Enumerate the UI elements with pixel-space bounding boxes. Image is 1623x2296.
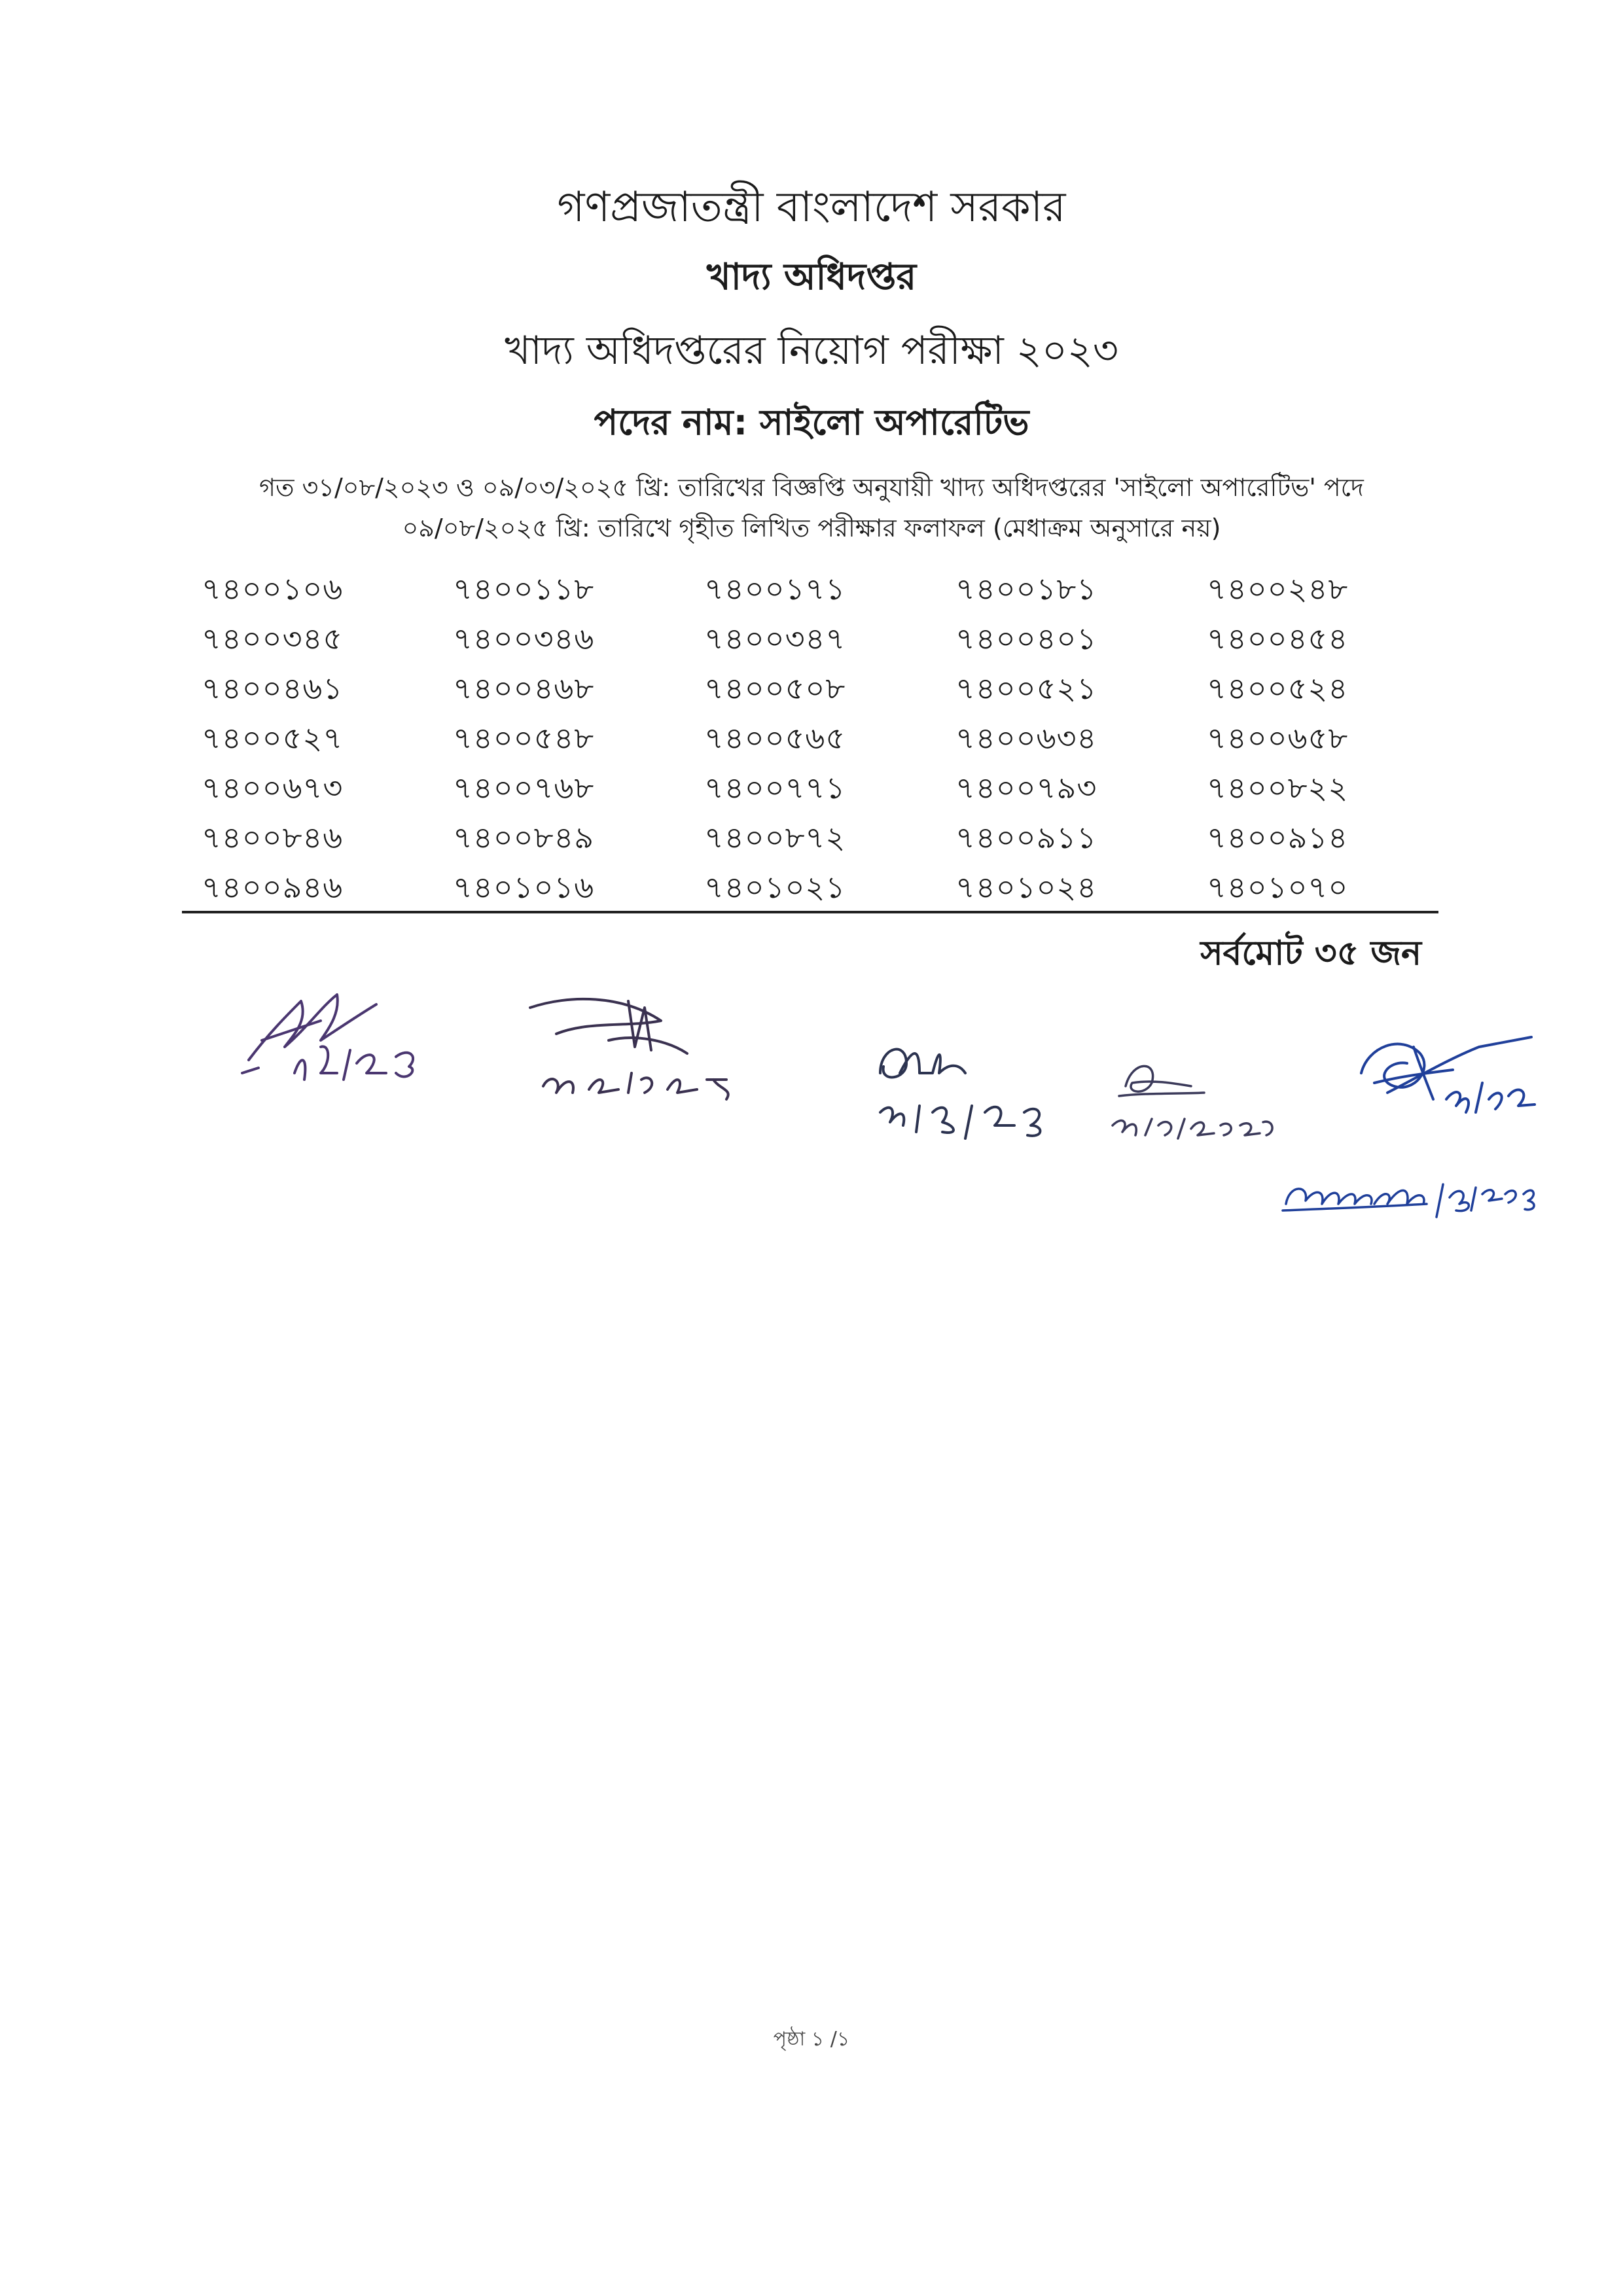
notice-line-2: ০৯/০৮/২০২৫ খ্রি: তারিখে গৃহীত লিখিত পরীক্ষার ফলাফল (মেধাক্রম অনুসারে নয়) — [402, 514, 1221, 542]
post-name: পদের নাম: সাইলো অপারেটিভ — [594, 402, 1029, 443]
roll-number: ৭৪০০৫০৮ — [704, 671, 846, 706]
roll-number: ৭৪০০৩৪৬ — [453, 621, 595, 656]
roll-number: ৭৪০১০২১ — [704, 870, 846, 905]
roll-number: ৭৪০০৪৬৮ — [453, 671, 595, 706]
signature-6 — [1276, 1158, 1551, 1230]
roll-number: ৭৪০০১০৬ — [202, 571, 344, 607]
roll-number: ৭৪০০১১৮ — [453, 571, 595, 607]
roll-number: ৭৪০০৫৪৮ — [453, 720, 595, 756]
total-count: সর্বমোট ৩৫ জন — [1200, 934, 1421, 973]
signature-4 — [1106, 1047, 1283, 1145]
roll-number: ৭৪০০৬৩৪ — [955, 720, 1097, 756]
roll-number: ৭৪০০৫২৭ — [202, 720, 344, 756]
roll-number: ৭৪০০৯১৪ — [1207, 820, 1349, 855]
table-bottom-rule — [182, 911, 1438, 913]
roll-number: ৭৪০১০২৪ — [955, 870, 1097, 905]
roll-number: ৭৪০০১৮১ — [955, 571, 1097, 607]
roll-number: ৭৪০০২৪৮ — [1207, 571, 1349, 607]
roll-number: ৭৪০০৮২২ — [1207, 770, 1349, 805]
roll-number: ৭৪০১০১৬ — [453, 870, 595, 905]
roll-number: ৭৪০০৩৪৫ — [202, 621, 344, 656]
signature-3 — [867, 1027, 1083, 1152]
roll-number: ৭৪০০৮৪৯ — [453, 820, 595, 855]
roll-number: ৭৪০০৪০১ — [955, 621, 1097, 656]
roll-number: ৭৪০০৪৬১ — [202, 671, 344, 706]
roll-number: ৭৪০০৭৭১ — [704, 770, 846, 805]
roll-number: ৭৪০০৯৪৬ — [202, 870, 344, 905]
roll-number: ৭৪০০১৭১ — [704, 571, 846, 607]
roll-number: ৭৪০০৭৯৩ — [955, 770, 1097, 805]
roll-number: ৭৪০০৫২১ — [955, 671, 1097, 706]
signature-2 — [517, 981, 753, 1106]
government-name: গণপ্রজাতন্ত্রী বাংলাদেশ সরকার — [557, 183, 1066, 232]
roll-number: ৭৪০০৫৬৫ — [704, 720, 846, 756]
roll-number: ৭৪০১০৭০ — [1207, 870, 1349, 905]
roll-number: ৭৪০০৬৭৩ — [202, 770, 344, 805]
roll-number: ৭৪০০৫২৪ — [1207, 671, 1349, 706]
roll-number: ৭৪০০৮৪৬ — [202, 820, 344, 855]
department-name: খাদ্য অধিদপ্তর — [706, 256, 917, 298]
roll-number: ৭৪০০৭৬৮ — [453, 770, 595, 805]
roll-number: ৭৪০০৪৫৪ — [1207, 621, 1349, 656]
notice-line-1: গত ৩১/০৮/২০২৩ ও ০৯/০৩/২০২৫ খ্রি: তারিখের বিজ্ঞপ্তি অনুযায়ী খাদ্য অধিদপ্তরের 'সাইলো অপারেটিভ' পদে — [259, 473, 1364, 502]
page-number: পৃষ্ঠা ১ /১ — [773, 2028, 850, 2051]
roll-number-table — [182, 564, 1438, 912]
roll-number: ৭৪০০৩৪৭ — [704, 621, 846, 656]
signature-5 — [1348, 1021, 1544, 1139]
roll-number: ৭৪০০৯১১ — [955, 820, 1097, 855]
roll-number: ৭৪০০৬৫৮ — [1207, 720, 1349, 756]
signature-1 — [223, 975, 458, 1093]
roll-number: ৭৪০০৮৭২ — [704, 820, 846, 855]
exam-title: খাদ্য অধিদপ্তরের নিয়োগ পরীক্ষা ২০২৩ — [505, 328, 1118, 374]
